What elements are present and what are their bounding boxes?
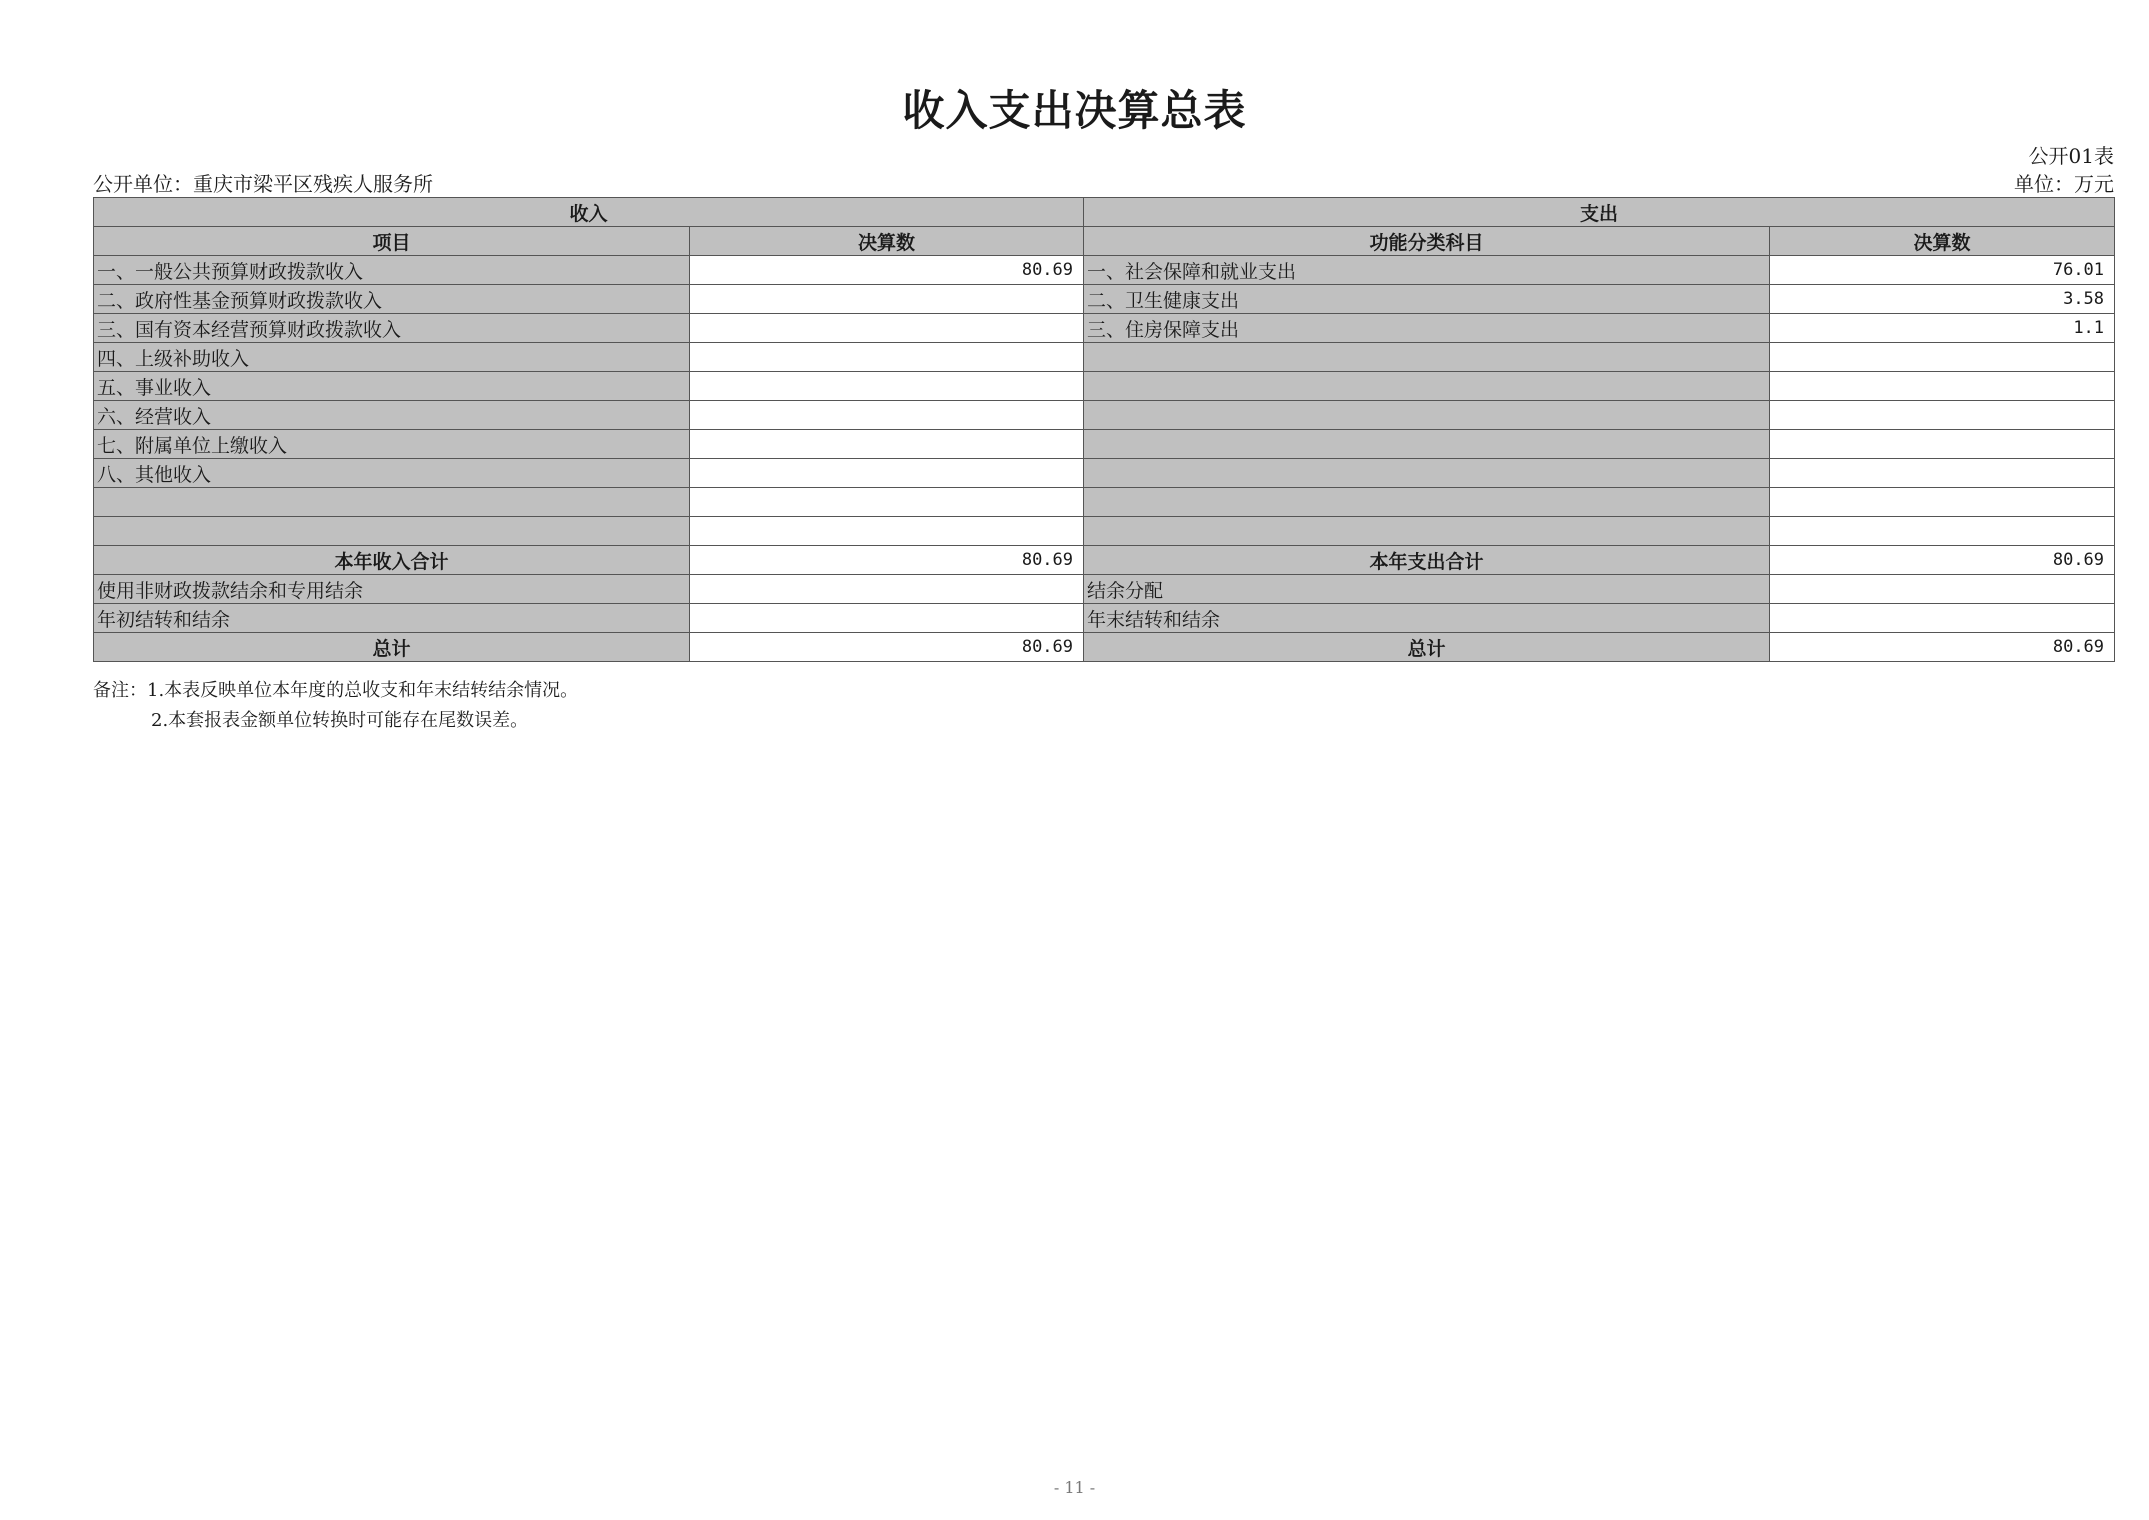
income-amount-cell	[690, 314, 1084, 343]
remark-1: 备注：1.本表反映单位本年度的总收支和年末结转结余情况。	[93, 680, 579, 701]
annual-total-row	[94, 546, 2115, 575]
form-code: 公开01表	[2028, 144, 2114, 168]
table-row	[94, 430, 2115, 459]
income-section-header: 收入	[94, 198, 1084, 227]
currency-unit: 单位：万元	[2014, 172, 2114, 196]
expense-amount-column-header: 决算数	[1770, 227, 2115, 256]
income-amount-cell	[690, 285, 1084, 314]
table-row	[94, 314, 2115, 343]
income-item-cell: 使用非财政拨款结余和专用结余	[94, 575, 690, 604]
expense-amount-cell	[1770, 517, 2115, 546]
expense-item-cell	[1084, 430, 1770, 459]
report-meta	[93, 168, 2114, 194]
expense-item-cell: 三、住房保障支出	[1084, 314, 1770, 343]
item-column-header: 项目	[94, 227, 690, 256]
expense-amount-cell: 76.01	[1770, 256, 2115, 285]
expense-amount-cell	[1770, 401, 2115, 430]
reporting-unit: 公开单位：重庆市梁平区残疾人服务所	[93, 172, 433, 196]
table-row	[94, 517, 2115, 546]
remark-2: 2.本套报表金额单位转换时可能存在尾数误差。	[151, 710, 529, 731]
grand-expense-total-label: 总计	[1084, 633, 1770, 662]
table-body	[94, 198, 2115, 662]
page-number: - 11 -	[1053, 1478, 1096, 1497]
expense-amount-cell: 1.1	[1770, 314, 2115, 343]
income-item-cell: 三、国有资本经营预算财政拨款收入	[94, 314, 690, 343]
income-amount-cell	[690, 488, 1084, 517]
grand-expense-total-value: 80.69	[1770, 633, 2115, 662]
income-amount-cell	[690, 372, 1084, 401]
income-amount-cell: 80.69	[690, 256, 1084, 285]
expense-amount-cell: 3.58	[1770, 285, 2115, 314]
income-amount-cell	[690, 604, 1084, 633]
expense-item-cell: 结余分配	[1084, 575, 1770, 604]
grand-income-total-value: 80.69	[690, 633, 1084, 662]
remarks	[93, 676, 578, 736]
table-row	[94, 604, 2115, 633]
table-row	[94, 343, 2115, 372]
income-item-cell: 一、一般公共预算财政拨款收入	[94, 256, 690, 285]
grand-total-row	[94, 633, 2115, 662]
table-row	[94, 285, 2115, 314]
section-header-row	[94, 198, 2115, 227]
expense-item-cell	[1084, 372, 1770, 401]
annual-expense-total-value: 80.69	[1770, 546, 2115, 575]
expense-item-cell	[1084, 343, 1770, 372]
table-row	[94, 459, 2115, 488]
expense-amount-cell	[1770, 372, 2115, 401]
expense-item-cell	[1084, 517, 1770, 546]
function-category-column-header: 功能分类科目	[1084, 227, 1770, 256]
annual-income-total-label: 本年收入合计	[94, 546, 690, 575]
income-item-cell: 六、经营收入	[94, 401, 690, 430]
expense-item-cell: 年末结转和结余	[1084, 604, 1770, 633]
income-item-cell: 年初结转和结余	[94, 604, 690, 633]
table-row	[94, 488, 2115, 517]
income-item-cell: 二、政府性基金预算财政拨款收入	[94, 285, 690, 314]
income-amount-cell	[690, 459, 1084, 488]
page-title: 收入支出决算总表	[902, 86, 1247, 135]
table-row	[94, 575, 2115, 604]
expense-item-cell	[1084, 459, 1770, 488]
income-item-cell: 五、事业收入	[94, 372, 690, 401]
column-header-row	[94, 227, 2115, 256]
income-amount-cell	[690, 517, 1084, 546]
income-item-cell	[94, 517, 690, 546]
table-row	[94, 372, 2115, 401]
income-item-cell: 七、附属单位上缴收入	[94, 430, 690, 459]
income-amount-column-header: 决算数	[690, 227, 1084, 256]
table-row	[94, 401, 2115, 430]
income-amount-cell	[690, 343, 1084, 372]
annual-income-total-value: 80.69	[690, 546, 1084, 575]
table-row	[94, 256, 2115, 285]
income-amount-cell	[690, 575, 1084, 604]
expense-amount-cell	[1770, 575, 2115, 604]
income-amount-cell	[690, 401, 1084, 430]
expense-item-cell: 二、卫生健康支出	[1084, 285, 1770, 314]
expense-amount-cell	[1770, 488, 2115, 517]
expense-amount-cell	[1770, 604, 2115, 633]
income-expense-table	[93, 197, 2115, 662]
expense-section-header: 支出	[1084, 198, 2115, 227]
income-amount-cell	[690, 430, 1084, 459]
income-item-cell: 八、其他收入	[94, 459, 690, 488]
expense-item-cell	[1084, 488, 1770, 517]
expense-item-cell: 一、社会保障和就业支出	[1084, 256, 1770, 285]
income-item-cell	[94, 488, 690, 517]
expense-item-cell	[1084, 401, 1770, 430]
expense-amount-cell	[1770, 459, 2115, 488]
grand-income-total-label: 总计	[94, 633, 690, 662]
annual-expense-total-label: 本年支出合计	[1084, 546, 1770, 575]
income-item-cell: 四、上级补助收入	[94, 343, 690, 372]
expense-amount-cell	[1770, 430, 2115, 459]
expense-amount-cell	[1770, 343, 2115, 372]
